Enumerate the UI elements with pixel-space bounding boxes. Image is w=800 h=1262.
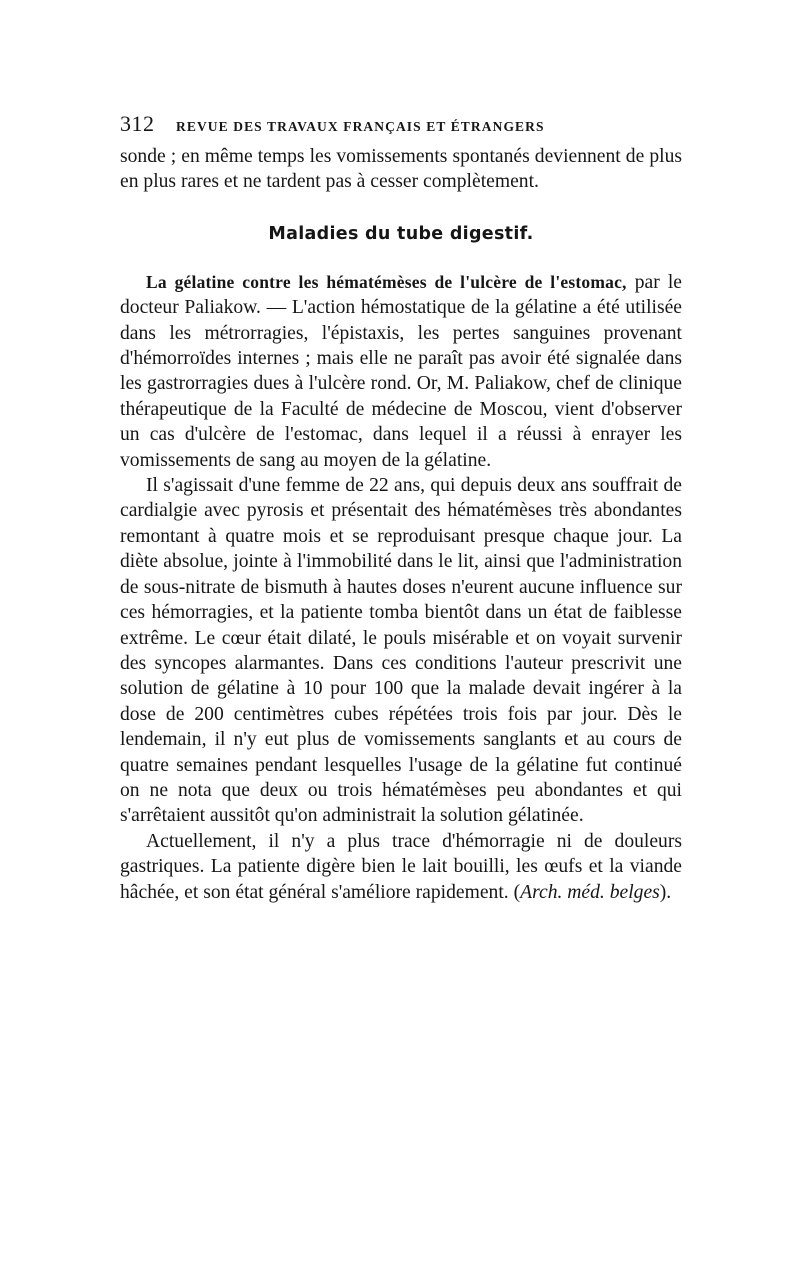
article-title: La gélatine contre les hématémèses de l'ulcère de l'estomac, xyxy=(146,271,627,292)
paragraph-3-body: Actuellement, il n'y a plus trace d'hémorragie ni de douleurs gastriques. La patiente digère bien le lait bouilli, les œufs et la viande hâchée, et son état général s'améliore rapidement. ( xyxy=(120,830,682,903)
article-paragraph-1 xyxy=(120,270,682,473)
citation-close: ). xyxy=(659,881,672,903)
running-title: REVUE DES TRAVAUX FRANÇAIS ET ÉTRANGERS xyxy=(176,119,545,134)
article-paragraph-2: Il s'agissait d'une femme de 22 ans, qui depuis deux ans souffrait de cardialgie avec pyrosis et présentait des hématémèses très abondantes remontant à quatre mois et se reproduisant presque chaque jour. La diète absolue, jointe à l'immobilité dans le lit, ainsi que l'administration de sous-nitrate de bismuth à hautes doses n'eurent aucune influence sur ces hémorragies, et la patiente tomba bientôt dans un état de faiblesse extrême. Le cœur était dilaté, le pouls misérable et on voyait survenir des syncopes alarmantes. Dans ces conditions l'auteur prescrivit une solution de gélatine à 10 pour 100 que la malade devait ingérer à la dose de 200 centimètres cubes répétées trois fois par jour. Dès le lendemain, il n'y eut plus de vomissements sanglants et au cours de quatre semaines pendant lesquelles l'usage de la gélatine fut continué on ne nota que deux ou trois hématémèses peu abondantes et qui s'arrêtaient aussitôt qu'on administrait la solution gélatinée. xyxy=(120,475,682,827)
section-heading: Maladies du tube digestif. xyxy=(268,223,534,244)
citation-source: Arch. méd. belges xyxy=(520,881,660,903)
article-intro: par le docteur Paliakow. — L'action hémostatique de la gélatine a été utilisée dans les métrorragies, l'épistaxis, les pertes sanguines provenant d'hémorroïdes internes ; mais elle ne paraît pas avoir été signalée dans les gastrorragies dues à l'ulcère rond. Or, M. Paliakow, chef de clinique thérapeutique de la Faculté de médecine de Moscou, vient d'observer un cas d'ulcère de l'estomac, dans lequel il a réussi à enrayer les vomissements de sang au moyen de la gélatine. xyxy=(120,271,682,471)
page xyxy=(120,104,682,905)
running-head xyxy=(120,104,682,144)
continuation-paragraph: sonde ; en même temps les vomissements spontanés deviennent de plus en plus rares et ne tardent pas à cesser complètement. xyxy=(120,146,682,193)
article-paragraph-3 xyxy=(120,829,682,905)
page-number: 312 xyxy=(120,111,155,136)
